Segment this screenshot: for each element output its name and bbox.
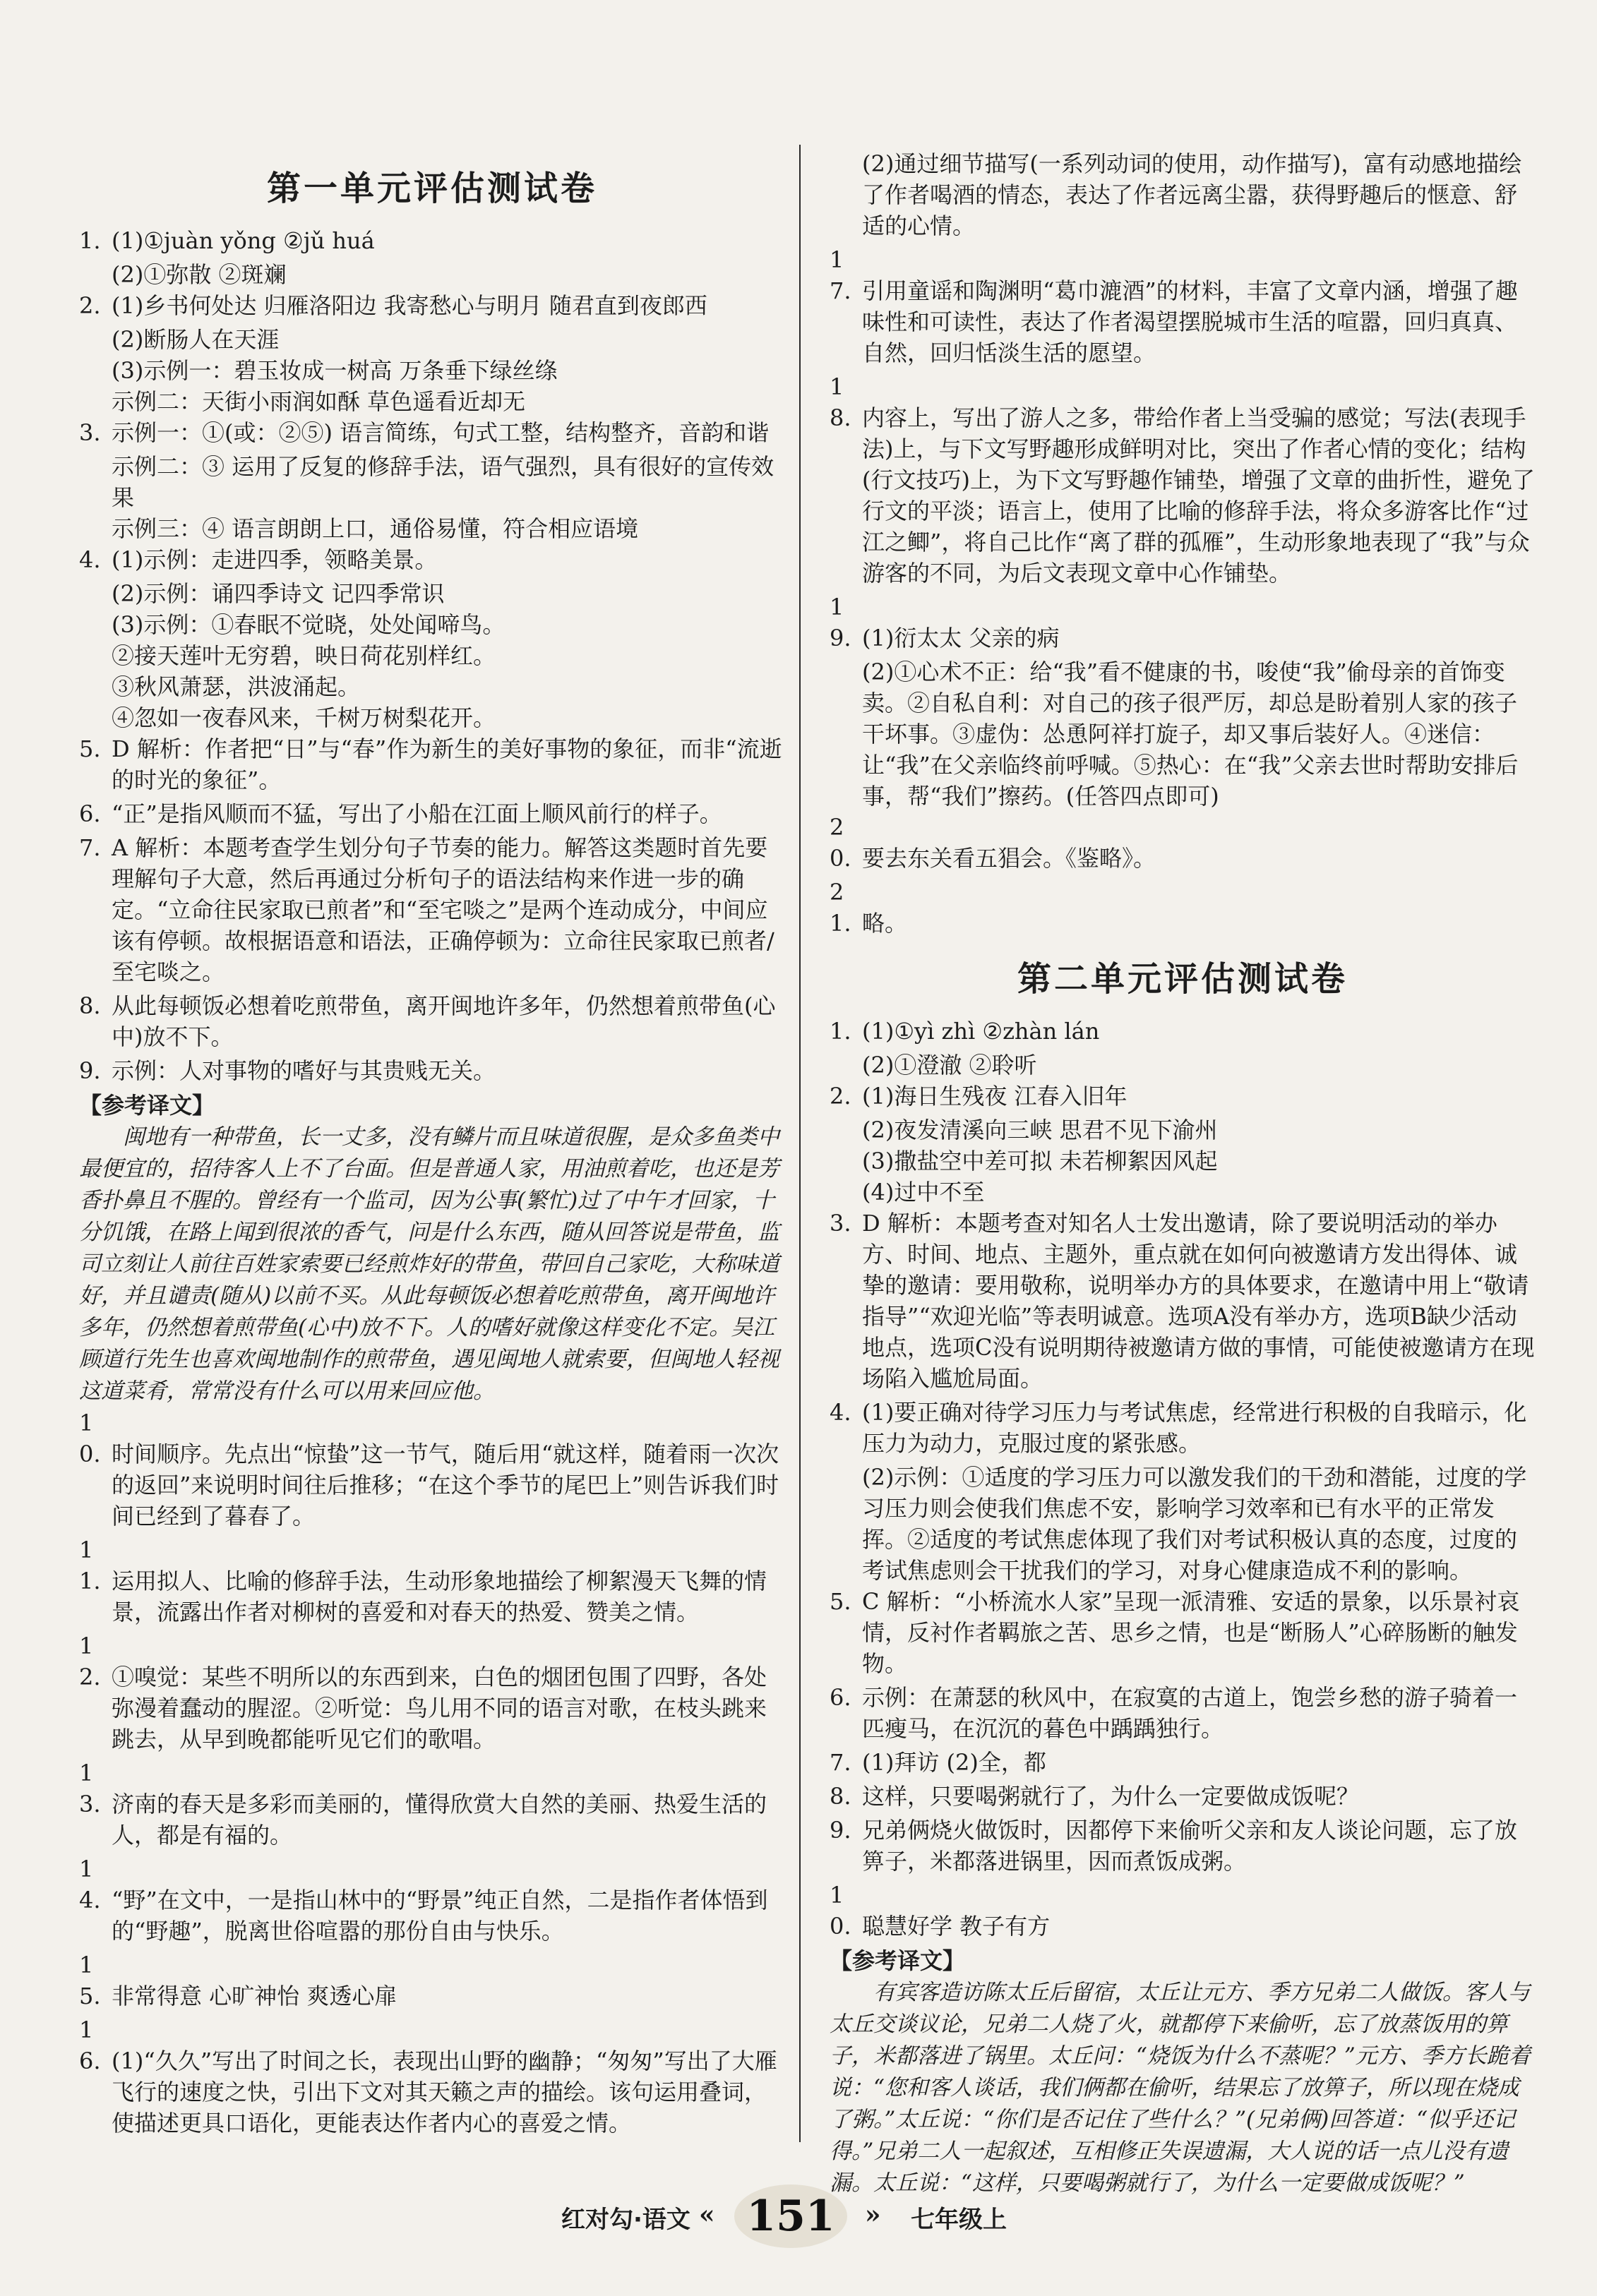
answer-text: (2)断肠人在天涯: [112, 326, 280, 353]
answer-line: [830, 1781, 1536, 1812]
answer-text: (1)“久久”写出了时间之长，表现出山野的幽静；“匆匆”写出了大雁飞行的速度之快，引出下文对其天籁之声的描绘。该句运用叠词，使描述更具口语化，更能表达作者内心的喜爱之情。: [112, 2048, 777, 2136]
question-number: 12.: [79, 1633, 101, 1690]
question-number: 6.: [79, 800, 101, 827]
question-number: 7.: [830, 1749, 851, 1776]
answer-line: [830, 1586, 1536, 1679]
answer-text: 这样，只要喝粥就行了，为什么一定要做成饭呢？: [862, 1783, 1360, 1810]
answer-line: [830, 1880, 1536, 1942]
answer-line: [79, 225, 785, 256]
answer-text: (1)①juàn yǒng ②jǔ huá: [112, 227, 375, 254]
answer-text: 示例：人对事物的嗜好与其贵贱无关。: [112, 1057, 496, 1084]
unit2-title: 第二单元评估测试卷: [1017, 959, 1348, 999]
answer-line: [79, 355, 785, 386]
answer-line: [79, 386, 785, 417]
answer-text: (1)①yì zhì ②zhàn lán: [862, 1018, 1100, 1045]
left-column: [79, 148, 785, 2141]
answer-text: 非常得意 心旷神怡 爽透心扉: [112, 1983, 397, 2009]
question-number: 3.: [830, 1210, 851, 1237]
answer-line: [79, 832, 785, 987]
answer-text: 从此每顿饭必想着吃煎带鱼，离开闽地许多年，仍然想着煎带鱼(心中)放不下。: [112, 992, 776, 1050]
question-number: 11.: [79, 1537, 101, 1594]
column-divider: [799, 145, 801, 2142]
question-number: 7.: [79, 834, 101, 861]
question-number: 10.: [79, 1410, 101, 1467]
answer-line: [830, 148, 1536, 241]
question-number: 13.: [79, 1760, 101, 1817]
question-number: 9.: [79, 1057, 101, 1084]
answer-text: 聪慧好学 教子有方: [862, 1913, 1051, 1940]
question-number: 15.: [79, 1952, 101, 2009]
answer-text: 略。: [862, 910, 908, 937]
answer-line: [830, 1081, 1536, 1112]
answer-line: [79, 640, 785, 671]
answer-text: 内容上，写出了游人之多，带给作者上当受骗的感觉；写法(表现手法)上，与下文写野趣形成鲜明对比，突出了作者心情的变化；结构(行文技巧)上，为下文写野趣作铺垫，增强了文章的曲折性，避免了行文的平淡；语言上，使用了比喻的修辞手法，将众多游客比作“过江之鲫”，将自己比作“离了群的孤雁”，生动形象地表现了“我”与众游客的不同，为后文表现文章中心作铺垫。: [862, 404, 1535, 587]
footer-book-title: 红对勾·语文: [561, 2206, 690, 2234]
answer-line: [79, 609, 785, 640]
answer-line: [79, 324, 785, 355]
answer-text: (3)撒盐空中差可拟 未若柳絮因风起: [862, 1148, 1218, 1174]
answer-text: ②接天莲叶无穷碧，映日荷花别样红。: [112, 642, 496, 669]
answer-text: (4)过中不至: [862, 1179, 985, 1206]
question-number: 2.: [79, 292, 101, 319]
answer-line: [830, 1114, 1536, 1146]
answer-line: [79, 702, 785, 733]
answer-line: [79, 1534, 785, 1628]
answer-text: (1)衍太太 父亲的病: [862, 625, 1060, 651]
answer-text: (1)要正确对待学习压力与考试焦虑，经常进行积极的自我暗示，化压力为动力，克服过度的紧张感。: [862, 1399, 1527, 1457]
answer-text: (1)示例：走进四季，领略美景。: [112, 546, 438, 573]
answer-text: 示例二：③ 运用了反复的修辞手法，语气强烈，具有很好的宣传效果: [112, 453, 774, 511]
answer-line: [830, 1462, 1536, 1586]
answer-text: ④忽如一夜春风来，千树万树梨花开。: [112, 704, 496, 731]
unit1-answers: [79, 225, 785, 1086]
unit1-answers-cont: [79, 1407, 785, 2139]
question-number: 4.: [79, 546, 101, 573]
answer-line: [830, 1177, 1536, 1208]
answer-text: D 解析：本题考查对知名人士发出邀请，除了要说明活动的举办方、时间、地点、主题外，重点就在如何向被邀请方发出得体、诚挚的邀请：要用敬称，说明举办方的具体要求，在邀请中用上“敬请指导”“欢迎光临”等表明诚意。选项A没有举办方，选项B缺少活动地点，选项C没有说明期待被邀请方做的事情，可能使被邀请方在现场陷入尴尬局面。: [862, 1210, 1535, 1392]
answer-text: 济南的春天是多彩而美丽的，懂得欣赏大自然的美丽、热爱生活的人，都是有福的。: [112, 1791, 767, 1849]
answer-line: [79, 1757, 785, 1851]
unit1-ref-body: 闽地有一种带鱼，长一丈多，没有鳞片而且味道很腥，是众多鱼类中最便宜的，招待客人上不了台面。但是普通人家，用油煎着吃，也还是芳香扑鼻且不腥的。曾经有一个监司，因为公事(繁忙)过了中午才回家，十分饥饿，在路上闻到很浓的香气，问是什么东西，随从回答说是带鱼，监司立刻让人前往百姓家索要已经煎炸好的带鱼，带回自己家吃，大称味道好，并且谴责(随从)以前不买。从此每顿饭必想着吃煎带鱼，离开闽地许多年，仍然想着煎带鱼(心中)放不下。人的嗜好就像这样变化不定。吴江顾道行先生也喜欢闽地制作的煎带鱼，遇见闽地人就索要，但闽地人轻视这道菜肴，常常没有什么可以用来回应他。: [79, 1124, 779, 1404]
answer-text: 示例一：①(或：②⑤) 语言简练，句式工整，结构整齐，音韵和谐: [112, 419, 770, 446]
answer-line: [830, 371, 1536, 589]
question-number: 6.: [830, 1684, 851, 1711]
answer-text: (3)示例一：碧玉妆成一树高 万条垂下绿丝绦: [112, 357, 558, 384]
answer-text: 引用童谣和陶渊明“葛巾漉酒”的材料，丰富了文章内涵，增强了趣味性和可读性，表达了作者渴望摆脱城市生活的喧嚣，回归真真、自然，回归恬淡生活的愿望。: [862, 277, 1518, 366]
answer-line: [830, 812, 1536, 874]
answer-line: [79, 417, 785, 448]
answer-text: (2)示例：①适度的学习压力可以激发我们的干劲和潜能，过度的学习压力则会使我们焦虑不安，影响学习效率和已有水平的正常发挥。②适度的考试焦虑体现了我们对考试积极认真的态度，过度的考试焦虑则会干扰我们的学习，对身心健康造成不利的影响。: [862, 1464, 1527, 1584]
answer-line: [830, 1016, 1536, 1047]
unit1-title: 第一单元评估测试卷: [266, 169, 597, 208]
question-number: 8.: [79, 992, 101, 1019]
unit1-answers-right: [830, 148, 1536, 939]
answer-line: [79, 1853, 785, 1947]
question-number: 2.: [830, 1083, 851, 1110]
footer-arrow-right: »: [865, 2200, 881, 2230]
unit2-ref-body: 有宾客造访陈太丘后留宿，太丘让元方、季方兄弟二人做饭。客人与太丘交谈议论，兄弟二人烧了火，就都停下来偷听，忘了放蒸饭用的箅子，米都落进了锅里。太丘问：“烧饭为什么不蒸呢？”元方、季方长跪着说：“您和客人谈话，我们俩都在偷听，结果忘了放箅子，所以现在烧成了粥。”太丘说：“你们是否记住了些什么？”(兄弟俩)回答道：“似乎还记得。”兄弟二人一起叙述，互相修正失误遗漏，大人说的话一点儿没有遗漏。太丘说：“这样，只要喝粥就行了，为什么一定要做成饭呢？”: [830, 1980, 1531, 2196]
question-number: 5.: [79, 735, 101, 762]
question-number: 17.: [830, 246, 851, 304]
answer-text: A 解析：本题考查学生划分句子节奏的能力。解答这类题时首先要理解句子大意，然后再通过分析句子的语法结构来作进一步的确定。“立命往民家取已煎者”和“至宅啖之”是两个连动成分，中间应该有停顿。故根据语意和语法，正确停顿为：立命往民家取已煎者/至宅啖之。: [112, 834, 774, 985]
answer-text: C 解析：“小桥流水人家”呈现一派清雅、安适的景象，以乐景衬哀情，反衬作者羁旅之苦、思乡之情，也是“断肠人”心碎肠断的触发物。: [862, 1588, 1520, 1677]
answer-line: [830, 1146, 1536, 1177]
answer-line: [830, 1208, 1536, 1394]
answer-text: (2)①弥散 ②斑斓: [112, 261, 287, 288]
answer-line: [79, 1949, 785, 2012]
answer-line: [79, 1630, 785, 1755]
answer-text: 要去东关看五猖会。《鉴略》。: [862, 845, 1156, 872]
answer-text: “野”在文中，一是指山林中的“野景”纯正自然，二是指作者体悟到的“野趣”，脱离世俗喧嚣的那份自由与快乐。: [112, 1887, 768, 1945]
right-column: [830, 148, 1536, 2199]
answer-line: [830, 656, 1536, 812]
answer-text: 示例二：天街小雨润如酥 草色遥看近却无: [112, 388, 526, 415]
answer-line: [79, 259, 785, 290]
answer-text: “正”是指风顺而不猛，写出了小船在江面上顺风前行的样子。: [112, 800, 722, 827]
question-number: 5.: [830, 1588, 851, 1615]
answer-line: [830, 244, 1536, 368]
answer-line: [830, 1747, 1536, 1778]
answer-text: ①嗅觉：某些不明所以的东西到来，白色的烟团包围了四野，各处弥漫着蠢动的腥涩。②听觉：鸟儿用不同的语言对歌，在枝头跳来跳去，从早到晚都能听见它们的歌唱。: [112, 1664, 767, 1753]
answer-text: (1)拜访 (2)全，都: [862, 1749, 1046, 1776]
answer-text: (2)通过细节描写(一系列动词的使用，动作描写)，富有动感地描绘了作者喝酒的情态，表达了作者远离尘嚣，获得野趣后的惬意、舒适的心情。: [862, 150, 1522, 239]
answer-line: [79, 513, 785, 544]
question-number: 1.: [830, 1018, 851, 1045]
question-number: 10.: [830, 1882, 851, 1940]
answer-text: (1)海日生残夜 江春入旧年: [862, 1083, 1128, 1110]
unit2-answers: [830, 1016, 1536, 1942]
answer-line: [79, 733, 785, 795]
footer-grade: 七年级上: [911, 2206, 1007, 2234]
answer-line: [79, 1407, 785, 1532]
answer-text: 示例三：④ 语言朗朗上口，通俗易懂，符合相应语境: [112, 515, 639, 542]
answer-line: [830, 1397, 1536, 1459]
answer-line: [79, 990, 785, 1052]
page-footer: [0, 2184, 1597, 2248]
answer-text: 示例：在萧瑟的秋风中，在寂寞的古道上，饱尝乡愁的游子骑着一匹瘦马，在沉沉的暮色中踽踽独行。: [862, 1684, 1518, 1742]
answer-line: [830, 1682, 1536, 1744]
answer-line: [79, 2014, 785, 2139]
answer-line: [830, 1050, 1536, 1081]
answer-text: (2)①心术不正：给“我”看不健康的书，唆使“我”偷母亲的首饰变卖。②自私自利：对自己的孩子很严厉，却总是盼着别人家的孩子干坏事。③虚伪：怂恿阿祥打旋子，却又事后装好人。④迷信：让“我”在父亲临终前呼喊。⑤热心：在“我”父亲去世时帮助安排后事，帮“我们”擦药。(任答四点即可): [862, 659, 1519, 810]
answer-line: [79, 671, 785, 702]
question-number: 4.: [830, 1399, 851, 1426]
question-number: 16.: [79, 2016, 101, 2074]
answer-text: 时间顺序。先点出“惊蛰”这一节气，随后用“就这样，随着雨一次次的返回”来说明时间往后推移；“在这个季节的尾巴上”则告诉我们时间已经到了暮春了。: [112, 1441, 779, 1529]
answer-line: [79, 544, 785, 575]
question-number: 20.: [830, 814, 851, 872]
question-number: 1.: [79, 227, 101, 254]
footer-arrow-left: «: [699, 2200, 715, 2230]
answer-text: 运用拟人、比喻的修辞手法，生动形象地描绘了柳絮漫天飞舞的情景，流露出作者对柳树的喜爱和对春天的热爱、赞美之情。: [112, 1568, 767, 1625]
answer-text: (3)示例：①春眠不觉晓，处处闻啼鸟。: [112, 611, 506, 638]
unit1-ref-title: 【参考译文】: [79, 1092, 215, 1119]
answer-line: [79, 290, 785, 321]
unit2-ref-title: 【参考译文】: [830, 1947, 966, 1974]
answer-text: (2)①澄澈 ②聆听: [862, 1052, 1037, 1078]
question-number: 19.: [830, 594, 851, 651]
answer-line: [830, 591, 1536, 654]
question-number: 3.: [79, 419, 101, 446]
question-number: 21.: [830, 879, 851, 937]
page-number: 151: [734, 2184, 847, 2248]
answer-text: 兄弟俩烧火做饭时，因都停下来偷听父亲和友人谈论问题，忘了放箅子，米都落进锅里，因而煮饭成粥。: [862, 1817, 1518, 1875]
answer-text: (2)示例：诵四季诗文 记四季常识: [112, 580, 445, 607]
answer-line: [830, 877, 1536, 939]
answer-text: (1)乡书何处达 归雁洛阳边 我寄愁心与明月 随君直到夜郎西: [112, 292, 707, 319]
question-number: 9.: [830, 1817, 851, 1844]
answer-text: (2)夜发清溪向三峡 思君不见下渝州: [862, 1117, 1218, 1143]
answer-line: [79, 1055, 785, 1086]
answer-line: [79, 798, 785, 829]
question-number: 14.: [79, 1856, 101, 1913]
answer-line: [830, 1815, 1536, 1877]
answer-line: [79, 578, 785, 609]
answer-text: D 解析：作者把“日”与“春”作为新生的美好事物的象征，而非“流逝的时光的象征”。: [112, 735, 782, 793]
answer-line: [79, 451, 785, 513]
answer-text: ③秋风萧瑟，洪波涌起。: [112, 673, 361, 700]
question-number: 18.: [830, 373, 851, 431]
question-number: 8.: [830, 1783, 851, 1810]
